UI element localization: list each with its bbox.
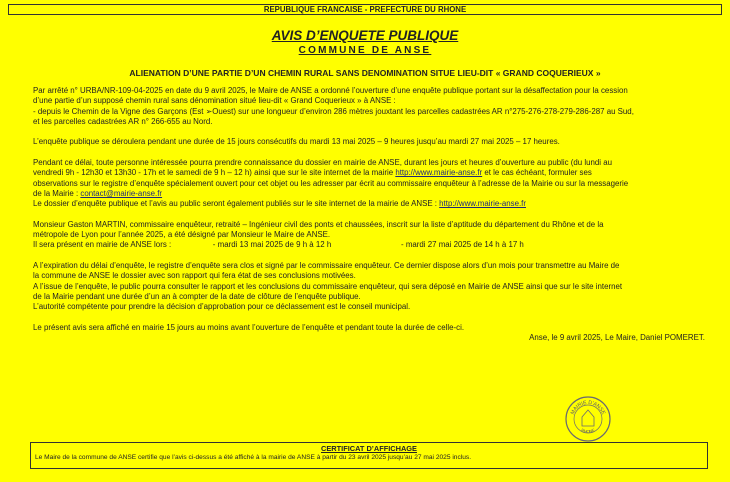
decree-line-3: - depuis le Chemin de la Vigne des Garçons (Est ➢Ouest) sur une longueur d’environ 286 mètres jouxtant les parcelles cadastrées AR n°275-276-278-279-286-287 au Sud, — [33, 106, 634, 116]
svg-text:RHONE — [580, 427, 596, 434]
notice-title: AVIS D’ENQUETE PUBLIQUE — [271, 28, 459, 43]
paragraph-display: Le présent avis sera affiché en mairie 15 jours au moins avant l’ouverture de l’enquête et pendant toute la durée de celle-ci. — [33, 322, 465, 332]
closure-line-2: la commune de ANSE le dossier avec son rapport qui fera état de ses conclusions motivées. — [33, 271, 356, 281]
certificate-box — [30, 442, 708, 469]
decree-line-4: et les parcelles cadastrées AR n° 266-655 au Nord. — [33, 116, 213, 126]
paragraph-commissioner — [33, 220, 709, 251]
closure-line-4: de la Mairie pendant une durée d’un an à compter de la date de clôture de l’enquête publique. — [33, 291, 361, 301]
closure-line-1: A l’expiration du délai d’enquête, le registre d’enquête sera clos et signé par le commissaire enquêteur. Ce dernier dispose alors d’un mois pour transmettre au Maire de — [33, 261, 620, 271]
paragraph-consultation — [33, 158, 709, 199]
paragraph-publication — [33, 199, 709, 209]
decree-line-2: d’une partie d’un supposé chemin rural sans dénomination situé lieu-dit « Grand Coquerieux » à ANSE : — [33, 96, 396, 106]
permanence-dates — [33, 240, 709, 250]
website-link-2[interactable]: http://www.mairie-anse.fr — [439, 199, 526, 209]
permanence-date-1: Il sera présent en mairie de ANSE lors : - mardi 13 mai 2025 de 9 h à 12 h — [33, 240, 332, 250]
consultation-line-1: Pendant ce délai, toute personne intéressée pourra prendre connaissance du dossier en mairie de ANSE, durant les jours et heures d’ouverture au public (du lundi au — [33, 158, 613, 168]
consultation-line-2b: et le cas échéant, formuler ses — [482, 168, 592, 178]
notice-body — [33, 86, 709, 343]
stamp-top-text: MAIRIE D'ANSE — [569, 399, 607, 416]
commissioner-line-1: Monsieur Gaston MARTIN, commissaire enquêteur, retraité – Ingénieur civil des ponts et chaussées, inscrit sur la liste d’aptitude du département du Rhône et de la — [33, 219, 604, 229]
closure-line-5: L’autorité compétente pour prendre la décision d’approbation pour ce déclassement est le conseil municipal. — [33, 302, 411, 312]
publication-text: Le dossier d’enquête publique et l’avis au public seront également publiés sur le site internet de la mairie de ANSE : — [33, 199, 440, 209]
decree-line-1: Par arrêté n° URBA/NR-109-04-2025 en date du 9 avril 2025, le Maire de ANSE a ordonné l’ouverture d’une enquête publique portant sur la désaffectation pour la cession — [33, 86, 628, 95]
consultation-line-4: de la Mairie : — [33, 188, 81, 198]
paragraph-decree — [33, 86, 709, 127]
header-bar — [8, 4, 722, 15]
paragraph-closure — [33, 261, 709, 312]
consultation-line-3: observations sur le registre d’enquête spécialement ouvert pour cet objet ou les adresser par écrit au commissaire enquêteur à l’adresse de la Mairie ou sur la messagerie — [33, 178, 629, 188]
signature-line: Anse, le 9 avril 2025, Le Maire, Daniel POMERET. — [529, 333, 705, 343]
paragraph-dates: L’enquête publique se déroulera pendant une durée de 15 jours consécutifs du mardi 13 mai 2025 – 9 heures jusqu’au mardi 27 mai 2025 – 17 heures. — [33, 137, 560, 147]
certificate-text: Le Maire de la commune de ANSE certifie que l’avis ci-dessus a été affiché à la mairie de ANSE à partir du 23 avril 2025 jusqu’au 27 mai 2025 inclus. — [35, 454, 472, 461]
closure-line-3: A l’issue de l’enquête, le public pourra consulter le rapport et les conclusions du commissaire enquêteur, qui sera déposé en Mairie de ANSE ainsi que sur le site internet — [33, 281, 623, 291]
mairie-stamp — [564, 395, 612, 443]
notice-subject: ALIENATION D’UNE PARTIE D’UN CHEMIN RURAL SANS DENOMINATION SITUE LIEU-DIT « GRAND COQUERIEUX » — [129, 68, 601, 78]
email-link[interactable]: contact@mairie-anse.fr — [80, 188, 163, 198]
header-text: REPUBLIQUE FRANCAISE - PREFECTURE DU RHONE — [263, 5, 467, 14]
certificate-title: CERTIFICAT D’AFFICHAGE — [321, 444, 417, 453]
permanence-date-2: - mardi 27 mai 2025 de 14 h à 17 h — [401, 240, 524, 250]
website-link[interactable]: http://www.mairie-anse.fr — [395, 168, 483, 178]
commissioner-line-2: métropole de Lyon pour l’année 2025, a été désigné par Monsieur le Maire de ANSE. — [33, 230, 331, 240]
svg-text:MAIRIE D'ANSE — [570, 400, 607, 416]
notice-subtitle: COMMUNE DE ANSE — [298, 45, 432, 56]
stamp-bottom-text: RHONE — [580, 427, 596, 435]
consultation-line-2a: vendredi 9h - 12h30 et 13h30 - 17h et le samedi de 9 h – 12 h) ainsi que sur le site internet de la mairie — [33, 168, 396, 178]
